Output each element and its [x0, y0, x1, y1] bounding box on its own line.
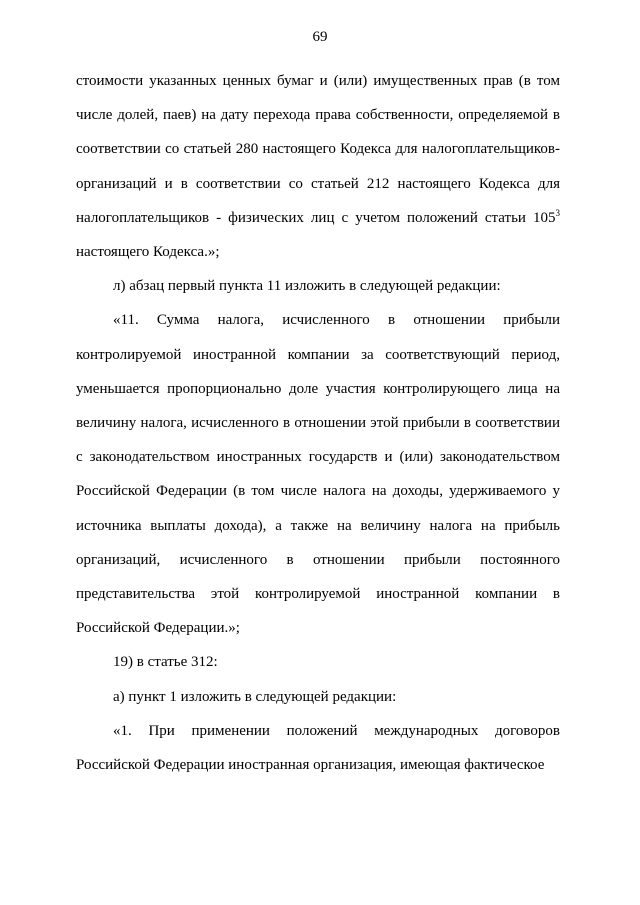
paragraph-amendment-l: л) абзац первый пункта 11 изложить в следующей редакции:	[113, 278, 501, 295]
paragraph-text-end: настоящего Кодекса.»;	[76, 244, 220, 261]
page-number: 69	[312, 29, 328, 45]
paragraph-amendment-a: а) пункт 1 изложить в следующей редакции:	[113, 688, 397, 705]
paragraph-point-1: «1. При применении положений международных договоров Российской Федерации иностранная организация, имеющая фактическое	[76, 722, 560, 774]
document-body	[76, 64, 560, 782]
paragraph-continuation	[76, 64, 560, 269]
paragraph-text: стоимости указанных ценных бумаг и (или) имущественных прав (в том числе долей, паев) на дату перехода права собственности, определяемой в соответствии со статьей 280 настоящего Кодекса для налогоплательщиков-организаций и в соответствии со статьей 212 настоящего Кодекса для налогоплательщиков - физических лиц с учетом положений статьи 105	[76, 73, 560, 226]
paragraph-article-312: 19) в статье 312:	[113, 654, 218, 671]
superscript: 3	[555, 207, 560, 218]
paragraph-point-11: «11. Сумма налога, исчисленного в отношении прибыли контролируемой иностранной компании за соответствующий период, уменьшается пропорционально доле участия контролирующего лица на величину налога, исчисленного в отношении этой прибыли в соответствии с законодательством иностранных государств и (или) законодательством Российской Федерации (в том числе налога на доходы, удерживаемого у источника выплаты дохода), а также на величину налога на прибыль организаций, исчисленного в отношении прибыли постоянного представительства этой контролируемой иностранной компании в Российской Федерации.»;	[76, 312, 560, 637]
